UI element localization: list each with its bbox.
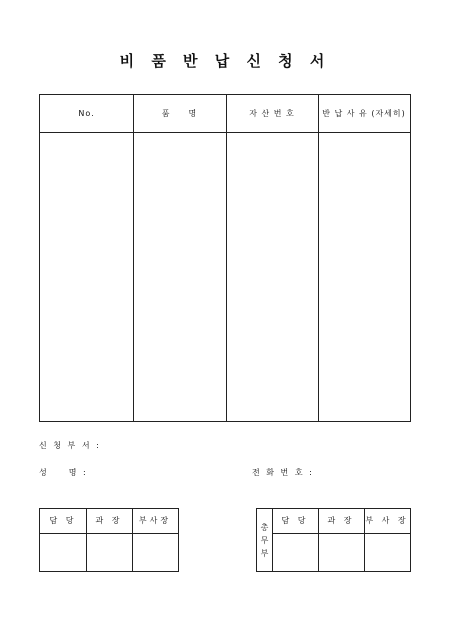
document-title: 비 품 반 납 신 청 서 <box>119 52 331 70</box>
general-affairs-side-label <box>257 509 272 571</box>
approval-box-left <box>39 508 179 572</box>
cell-divider <box>318 509 319 571</box>
header-divider <box>40 533 178 534</box>
header-divider <box>272 533 410 534</box>
approval-header-vice-president: 부 사 장 <box>365 516 409 525</box>
column-header-return-reason: 반 납 사 유 (자세히) <box>322 109 406 118</box>
approval-header-staff: 담 당 <box>49 516 77 525</box>
column-header-asset-number: 자 산 번 호 <box>249 109 295 118</box>
column-header-item-name: 품 명 <box>161 109 198 118</box>
approval-header-manager: 과 장 <box>95 516 123 525</box>
column-divider <box>226 95 227 421</box>
approval-header-manager: 과 장 <box>327 516 355 525</box>
cell-divider <box>86 509 87 571</box>
approval-header-staff: 담 당 <box>281 516 309 525</box>
column-divider <box>133 95 134 421</box>
side-label-char: 총 <box>260 522 269 532</box>
column-header-no: No. <box>78 109 95 118</box>
department-label: 신 청 부 서 : <box>39 441 101 450</box>
side-label-char: 무 <box>260 535 269 545</box>
column-divider <box>318 95 319 421</box>
approval-box-general-affairs <box>256 508 411 572</box>
approval-header-vice-president: 부사장 <box>138 516 172 525</box>
cell-divider <box>132 509 133 571</box>
name-label: 성 명 : <box>39 468 88 477</box>
header-divider <box>40 132 410 133</box>
phone-label: 전 화 번 호 : <box>252 468 314 477</box>
return-items-table <box>39 94 411 422</box>
side-label-char: 부 <box>260 548 269 558</box>
cell-divider <box>364 509 365 571</box>
